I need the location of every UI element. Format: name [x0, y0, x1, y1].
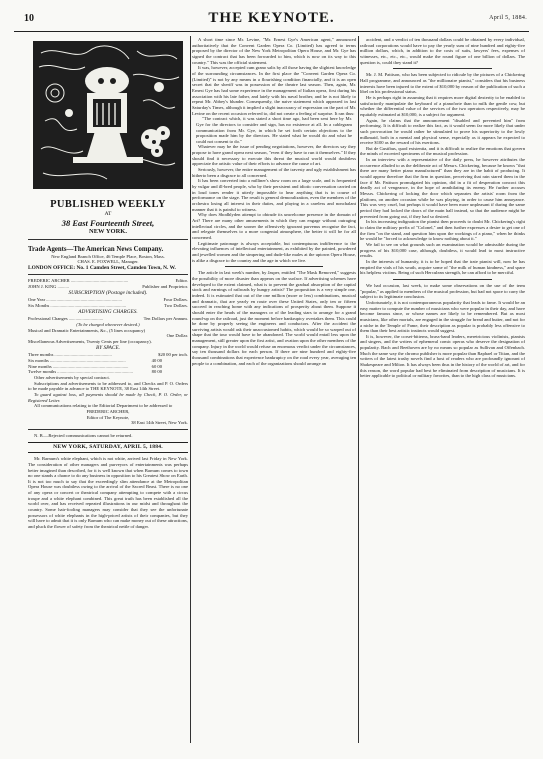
- london-office: LONDON OFFICE: No. 1 Camden Street, Camden Town, N. W.: [28, 264, 176, 271]
- branch-office: New England Branch Office, 46 Temple Place, Boston, Mass.: [51, 253, 165, 259]
- article-paragraph: In his increasing indignation the pianist then proceeds to doubt Mr. Chickering's right to claim the military prefix of "Colonel," and then further expresses a desire to get one of the firm "on the stand, and question him upon the workings of a piano," when he thinks he would be "forced to acknowledge to know nothing about it.": [360, 219, 525, 242]
- publisher-role: Publisher and Proprietor.: [142, 284, 188, 290]
- keynote-logo: [33, 41, 183, 189]
- trade-agents: Trade Agents—The American News Company.: [28, 245, 164, 253]
- guard-note: To guard against loss, all payments should be made by Check, P. O. Order, or Registered Letter.: [28, 391, 188, 403]
- article-paragraph: Again, he claims that the announcement "disabled and prevented him" from performing. It is difficult to realize this fact, as it would seem far more likely that under such provocation he would rather be stimulated to prove his superiority to the lowly milkmaid, both in a mental and physical sense, especially as it appears he expected to receive $100 as the reward of his exertions.: [360, 117, 525, 146]
- page-date: April 5, 1884.: [489, 15, 527, 21]
- page-header: [14, 10, 529, 30]
- column-rule-1: [190, 36, 191, 743]
- nb-note: N. B.—Rejected communications cannot be returned.: [34, 432, 133, 438]
- column-2: [192, 37, 356, 745]
- space-row: Twelve months .................................................................. 80 00: [28, 369, 162, 375]
- space-row: Six months .................................................................. 40 00: [28, 358, 162, 363]
- editor-signature-address: 38 East 14th Street, New York.: [131, 420, 188, 426]
- subscription-title: SUBSCRIPTION (Postage included).: [68, 289, 148, 296]
- adv-musical: Musical and Dramatic Entertainments, &c., (5 lines occupancy): [28, 327, 146, 333]
- editor-name: FREDERIC ARCHER: [28, 278, 70, 284]
- editor-signature-role: Editor of The Keynote,: [86, 414, 130, 420]
- column-3: [360, 37, 525, 745]
- advertising-title: ADVERTISING CHARGES.: [78, 308, 138, 315]
- article-paragraph: Why does Sbodhlyden attempt to obtrude its unwelcome presence in the domain of Art? There are many other amusements in which they can engage without outraging intellectual circles, and the sooner the offensively ignorant parvenus recognise the fact, and relegate themselves to a more congenial atmosphere, the better it will be for all concerned.: [192, 212, 356, 240]
- article-paragraph: It is, however, the corset-bitterns, brass-band leaders, meretricious violinists, pianists and singers, and the writers of ephemeral comic operas who deserve the designation of popularity. Bach and Beethoven are by no means so popular as Sullivan and Offenbach. Much the same way the chromo publisher is more popular than Raphael or Titian, and the writers of the latest trashy novels find a host of readers who are profoundly ignorant of Shakespeare and Milton. It has always been thus in the history of the world of art, and for this reason, the word popular had best be eliminated from description of musicians. It is better applicable to political or military favorites, than to the high class of musicians.: [360, 333, 525, 379]
- adv-prof-row: Professional Changes .............................. Ten Dollars per Annum.: [28, 316, 188, 322]
- branch-manager: CHAS. E. FOXWELL, Manager.: [77, 259, 139, 265]
- published-at: AT: [104, 211, 112, 217]
- page-number: 10: [24, 13, 34, 24]
- article-paragraph: Legitimate patronage is always acceptable, but contemptuous indifference to the elevating influences of intellectual entertainment, as exhibited by the painted, powdered and jewelled women and the simpering and dude-like males at the uptown Opera House, is alike a disgrace to the country and the age in which we live.: [192, 240, 356, 263]
- column-1: [28, 37, 188, 745]
- masthead: THE KEYNOTE.: [208, 10, 335, 26]
- section-divider: [393, 279, 492, 280]
- article-paragraph: Unfortunately, it is not contemporaneous popularity that leads to fame. It would be an easy matter to compute the number of musicians who were popular in their day, and have become famous since, or whose names are likely to be remembered. But as most musicians, like other mortals, are engaged in the struggle for bread and butter, and not for a niche in the Temple of Fame, their description as popular is probably less offensive to them than their best artistic instincts would suggest.: [360, 299, 525, 334]
- publication-city: NEW YORK.: [89, 227, 127, 235]
- article-paragraph: It was, however, accepted cum grano salis by all those having the slightest knowledge of the surrounding circumstances. In the first place the "Convent Garden Opera Co. (Limited)" is not by any means in a flourishing condition financially, and it is an open secret that the sheriff was in possession of the theatre last season. Then, again, Mr. Ernest Gye has had some experience in the management of Italian opera, first during his association with his late father, and lately with his naval brother, and he is not likely to repeat Mr. Abbey's blunder. Consequently, the naive statement which appeared in last Saturday's Times, although it implied a slight inaccuracy of expression on the part of Mr. Levine on the recent occasion referred to, did not create a feeling of surprise. It ran thus:: [192, 65, 356, 116]
- section-divider: [225, 266, 323, 267]
- article-paragraph: A short time since Mr. Levine, "Mr. Ernest Gye's American agent," announced authoritatively that the Convent Garden Opera Co. (Limited) has agreed to terms proposed by the director of the New York Metropolitan Opera House, and Mr. Gye has signed the contract that has been forwarded to him, which is now on its way to this country." This was the official statement.: [192, 37, 356, 65]
- editor-row: FREDERIC ARCHER .................................................. Editor.: [28, 278, 188, 284]
- keynote-logo-art: [33, 41, 183, 189]
- article-paragraph: In an interview with a representative of the daily press, he however attributes the occurrence alluded to as the deliberate act of Messrs. Chickering, because he knows "that there are many better piano manufactured" than they are in the habit of producing. It would appear therefore that the firm in question, perceiving that rain stared them in the face if Mr. Pattison promulgated his opinion, did in a fit of desperation concoct this deadly act of vengeance, in the hope of annihilating its enemy. He further accuses Messrs. Chickering of locking the door which separates the artists' room from the platform, on another occasion while he was playing, in order to cause him annoyance. This was very cruel, but perhaps it would have been more unpleasant if during the same period they had locked the doors of the main hall instead, so that the audience might be prevented from going out, if they had so desired.: [360, 157, 525, 219]
- column-rule-2: [358, 36, 359, 743]
- divider: [28, 239, 188, 240]
- space-row: Three months .................................................. $20 00 per inch.: [28, 352, 188, 358]
- article-paragraph: We fail to see on what grounds such an examination would be admissible during the progress of his $10,000 case, although, doubtless, it would lead to most instructive results.: [360, 241, 525, 259]
- subscriptions-note: Subscriptions and advertisements to be addressed to, and Checks and P. O. Orders to be made payable in advance to THE KEYNOTE, 38 East 14th Street.: [28, 380, 188, 392]
- publication-address: 38 East Fourteenth Street,: [61, 217, 155, 228]
- quoted-paragraph: "The contract which, it was stated a short time ago, had been sent here by Mr. Gye for the directors to consider and sign, has no existence at all. In a cablegram communication from Mr. Gye, in which he set forth certain objections to the proposition made him by the directors. He stated what he would do and what he could not consent to do.": [196, 116, 352, 144]
- special-contract: Other advertisements by special contract.: [34, 374, 110, 380]
- subscription-row: One Year .................................................................. Four Dollars.: [28, 297, 188, 303]
- article-paragraph: We had occasion, last week, to make some observations on the use of the term "popular," as applied to members of the musical profession, but had not space to carry the subject to its legitimate conclusion.: [360, 282, 525, 300]
- adv-prof-note: (To be charged whenever desired.): [76, 322, 140, 328]
- editor-signature: FREDERIC ARCHER,: [86, 408, 130, 414]
- subscription-row: Six Months .................................................................. Two Dollars.: [28, 303, 188, 309]
- issue-dateline: NEW YORK, SATURDAY, APRIL 5, 1884.: [53, 443, 163, 450]
- adv-misc: Miscellaneous Advertisements, Twenty Cents per line (occupancy).: [28, 339, 152, 345]
- published-weekly: PUBLISHED WEEKLY: [50, 199, 166, 210]
- article-paragraph: The article in last week's number, by Jasper, entitled "The Mask Removed," suggests the possibility of more disaster than appears on the surface. If advertising schemes have developed to the extent claimed, what is to prevent the gradual absorption of the capital stock and earnings of railroads by hungry artists? The proposition is a very simple one, indeed. It is estimated that out of the one million (more or less) combinations, musical and dramatic, that are yearly en route over these United States, only ten or fifteen succeed in reaching home with any indications of prosperity about them. Suppose it should enter the heads of the managers or of the leading stars to arrange for a grand round-up on the railroad, just the moment before bankruptcy overtakes them. This could be done by properly seeing the engineers and conductors. After the accident the surviving artists would ask their unaccustomed habits, which would be so warped out of shape that the tour would have to be abandoned. The world would entail less upon the management, still greater upon the first artist, and ovation upon the other members of the company. Injury in the world would refuse an enormous verdict under the circumstances, say ten thousand dollars for each person. If there are nine hundred and eighty-five thousand combinations that experience bankruptcy on the road every year, averaging ten people to a combination, and each of the organizations should arrange an: [192, 270, 356, 366]
- publisher-name: JOHN J. KING: [28, 284, 57, 290]
- header-rule: [14, 31, 529, 32]
- adv-musical-value: One Dollar.: [166, 333, 188, 339]
- article-paragraph: He is perhaps right in assuming that it requires more digital dexterity to be enabled to satisfactorily manipulate the keyboard of a pianoforte than to milk the gentle cow, but whether the differential value of the services of the two operators respectively, may be equitably estimated at $10,000, is a subject for argument.: [360, 94, 525, 117]
- article-paragraph: Mr. Barnum's white elephant, which is not white, arrived last Friday in New York. The consideration of other managers and purveyors of entertainments was perhaps better imagined than described, for it is well known that when Barnum comes to town no one stands a chance to do any business in opposition to his Greatest Show on Earth. It is not too much to say that the exceedingly slim attendance at the Metropolitan Opera House was doubtless owing to the arrival of the Sacred Beast. There is no one of any opera or concert or theatrical company attempting to compete with a circus troupe and a white elephant combined. This great truth has been established all the world over, and has received repeated illustrations in our midst and throughout the country. Some hair-fooling managers may consider that they see the unfortunate possessors of white elephants in the high-priced artists of their companies, but they will have to admit that it is only Barnum who can make money out of these attractions, and pluck the flower of safety from the theatrical nettle of danger.: [28, 456, 188, 530]
- article-paragraph: accident, and a verdict of ten thousand dollars could be obtained by every individual, railroad corporations would have to pay the yearly sum of nine hundred and eighty-five million dollars, which, in addition to the costs of suits, lawyers' fees, expenses of witnesses, etc., etc., etc., would make the round figure of one billion of dollars. The question is, could they stand it?: [360, 37, 525, 65]
- double-rule-top: [28, 442, 188, 443]
- article-paragraph: Whatever may be the issue of pending negotiations, however, the directors say they propose to have grand opera next season, "even if they have to run it themselves." If they should find it necessary to execute this threat the musical world would doubtless appreciate the artistic value of their efforts to advance the cause of art.: [192, 144, 356, 167]
- space-title: BY SPACE.: [95, 344, 121, 351]
- article-paragraph: Mr. J. M. Pattison, who has been subjected to ridicule by the pictures of a Chickering Hall programme, and announced as "the millionaire pianist," considers that his business interests have been injured to the extent of $10,000 by reason of the publication of such a libel on his professional status.: [360, 72, 525, 95]
- editor-role: Editor.: [175, 278, 188, 284]
- article-paragraph: In the interests of humanity, it is to be hoped that the irate pianist will, now he has emptied the vials of his wrath, acquire some of "the milk of human kindness," and spare his helpless victims. Being of such Herculean strength, he can afford to be merciful.: [360, 258, 525, 276]
- article-paragraph: But de Gustibus, quod existentia, and it is difficult to realize the emotions that govern the minds of excerted specimens of the musical profession.: [360, 145, 525, 157]
- article-paragraph: It has been converted into a milliner's show room on a large scale, and is frequented by vulgar and ill-bred people, who by their persistent and idiotic conversation carried on in loud tones render it utterly impossible to hear anything that is in course of performance on the stage. The result is general demoralization, even the members of the orchestra losing all interest in their duties, and playing in a careless and nonchalant manner that it is painful to witness.: [192, 178, 356, 212]
- space-row: Nine months .................................................................. 60 00: [28, 363, 162, 369]
- editorial-note: All communications relating to the Editorial Department to be addressed to: [34, 403, 173, 409]
- article-paragraph: Seriously, however, the entire management of the travesty and ugly establishment has hitherto been a disgrace to all concerned.: [192, 167, 356, 178]
- divider: [28, 429, 188, 430]
- double-rule-bottom: [28, 452, 188, 453]
- publisher-row: JOHN J. KING .......... Publisher and Proprietor.: [28, 284, 188, 290]
- section-divider: [393, 68, 492, 69]
- divider: [28, 274, 188, 275]
